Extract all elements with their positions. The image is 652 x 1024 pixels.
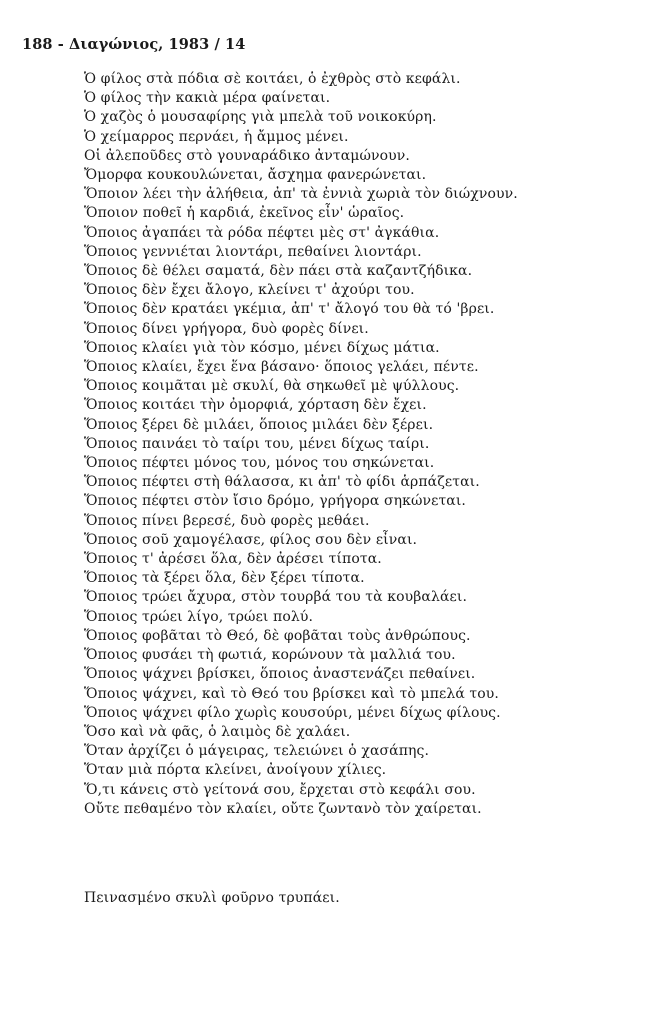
proverb-line: Ὅποιος δὲ θέλει σαματά, δὲν πάει στὰ καζαντζήδικα. — [84, 263, 473, 280]
proverb-line: Ὅταν ἀρχίζει ὁ μάγειρας, τελειώνει ὁ χασάπης. — [84, 743, 429, 760]
proverb-line: Ὅποιος πίνει βερεσέ, δυὸ φορὲς μεθάει. — [84, 512, 370, 529]
proverb-line: Ὁ χαζὸς ὁ μουσαφίρης γιὰ μπελὰ τοῦ νοικοκύρη. — [84, 109, 437, 126]
proverb-line: Οὔτε πεθαμένο τὸν κλαίει, οὔτε ζωντανὸ τὸν χαίρεται. — [84, 800, 482, 817]
proverb-line: Ὅποιος κοιτάει τὴν ὀμορφιά, χόρταση δὲν ἔχει. — [84, 397, 427, 414]
proverb-line: Ὅποιος γεννιέται λιοντάρι, πεθαίνει λιοντάρι. — [84, 243, 422, 260]
closing-proverb: Πεινασμένο σκυλὶ φοῦρνο τρυπάει. — [84, 890, 340, 906]
proverb-line: Ὅποιος κλαίει γιὰ τὸν κόσμο, μένει δίχως μάτια. — [84, 339, 440, 356]
proverb-line: Ὅποιος φοβᾶται τὸ Θεό, δὲ φοβᾶται τοὺς ἀνθρώπους. — [84, 627, 471, 644]
proverb-line: Ὅποιος κοιμᾶται μὲ σκυλί, θὰ σηκωθεῖ μὲ ψύλλους. — [84, 378, 460, 395]
proverb-line: Ὅσο καὶ νὰ φᾶς, ὁ λαιμὸς δὲ χαλάει. — [84, 723, 351, 740]
proverb-line: Ὅποιος τ' ἀρέσει ὅλα, δὲν ἀρέσει τίποτα. — [84, 551, 382, 568]
proverb-list — [84, 70, 624, 819]
proverb-line: Ὅποιος ψάχνει βρίσκει, ὅποιος ἀναστενάζει πεθαίνει. — [84, 666, 476, 683]
proverb-line: Ὅποιος τρώει λίγο, τρώει πολύ. — [84, 608, 314, 625]
proverb-line: Ὁ φίλος στὰ πόδια σὲ κοιτάει, ὁ ἐχθρὸς στὸ κεφάλι. — [84, 71, 461, 87]
proverb-line: Ὅταν μιὰ πόρτα κλείνει, ἀνοίγουν χίλιες. — [84, 762, 387, 779]
proverb-line: Ὅποιος δίνει γρήγορα, δυὸ φορὲς δίνει. — [84, 320, 369, 337]
proverb-line: Ὅποιος πέφτει στὴ θάλασσα, κι ἀπ' τὸ φίδι ἁρπάζεται. — [84, 474, 480, 491]
proverb-line: Ὅποιος ξέρει δὲ μιλάει, ὅποιος μιλάει δὲν ξέρει. — [84, 416, 434, 433]
proverb-line: Ὅποιον ποθεῖ ἡ καρδιά, ἐκεῖνος εἶν' ὡραῖος. — [84, 205, 405, 222]
proverb-line: Ὅποιος ψάχνει, καὶ τὸ Θεό του βρίσκει καὶ τὸ μπελά του. — [84, 685, 499, 702]
proverb-line: Ὅποιος δὲν ἔχει ἄλογο, κλείνει τ' ἀχούρι του. — [84, 282, 415, 299]
proverb-line: Ὅποιος πέφτει μόνος του, μόνος του σηκώνεται. — [84, 455, 435, 472]
proverb-line: Ὅ,τι κάνεις στὸ γείτονά σου, ἔρχεται στὸ κεφάλι σου. — [84, 781, 476, 798]
proverb-line: Ὅποιος παινάει τὸ ταίρι του, μένει δίχως ταίρι. — [84, 435, 430, 452]
proverb-line: Ὅποιος σοῦ χαμογέλασε, φίλος σου δὲν εἶναι. — [84, 531, 418, 548]
proverb-line: Ὅποιος τὰ ξέρει ὅλα, δὲν ξέρει τίποτα. — [84, 570, 365, 587]
page-header: 188 - Διαγώνιος, 1983 / 14 — [22, 36, 246, 53]
proverb-line: Ὄμορφα κουκουλώνεται, ἄσχημα φανερώνεται. — [84, 167, 427, 184]
proverb-line: Ὁ χείμαρρος περνάει, ἡ ἄμμος μένει. — [84, 128, 349, 145]
proverb-line: Ὅποιος πέφτει στὸν ἴσιο δρόμο, γρήγορα σηκώνεται. — [84, 493, 466, 510]
proverb-line: Ὅποιος φυσάει τὴ φωτιά, κορώνουν τὰ μαλλιά του. — [84, 647, 456, 664]
proverb-line: Ὅποιος τρώει ἄχυρα, στὸν τουρβά του τὰ κουβαλάει. — [84, 589, 467, 606]
proverb-line: Ὅποιος ἀγαπάει τὰ ρόδα πέφτει μὲς στ' ἀγκάθια. — [84, 224, 440, 241]
proverb-line: Ὁ φίλος τὴν κακιὰ μέρα φαίνεται. — [84, 90, 331, 107]
proverb-line: Ὅποιον λέει τὴν ἀλήθεια, ἀπ' τὰ ἐννιὰ χωριὰ τὸν διώχνουν. — [84, 186, 518, 203]
proverb-line: Ὅποιος ψάχνει φίλο χωρὶς κουσούρι, μένει δίχως φίλους. — [84, 704, 501, 721]
proverb-line: Ὅποιος δὲν κρατάει γκέμια, ἀπ' τ' ἄλογό του θὰ τό 'βρει. — [84, 301, 495, 318]
proverb-line: Ὅποιος κλαίει, ἔχει ἕνα βάσανο· ὅποιος γελάει, πέντε. — [84, 359, 479, 376]
proverb-line: Οἱ ἀλεποῦδες στὸ γουναράδικο ἀνταμώνουν. — [84, 147, 410, 164]
